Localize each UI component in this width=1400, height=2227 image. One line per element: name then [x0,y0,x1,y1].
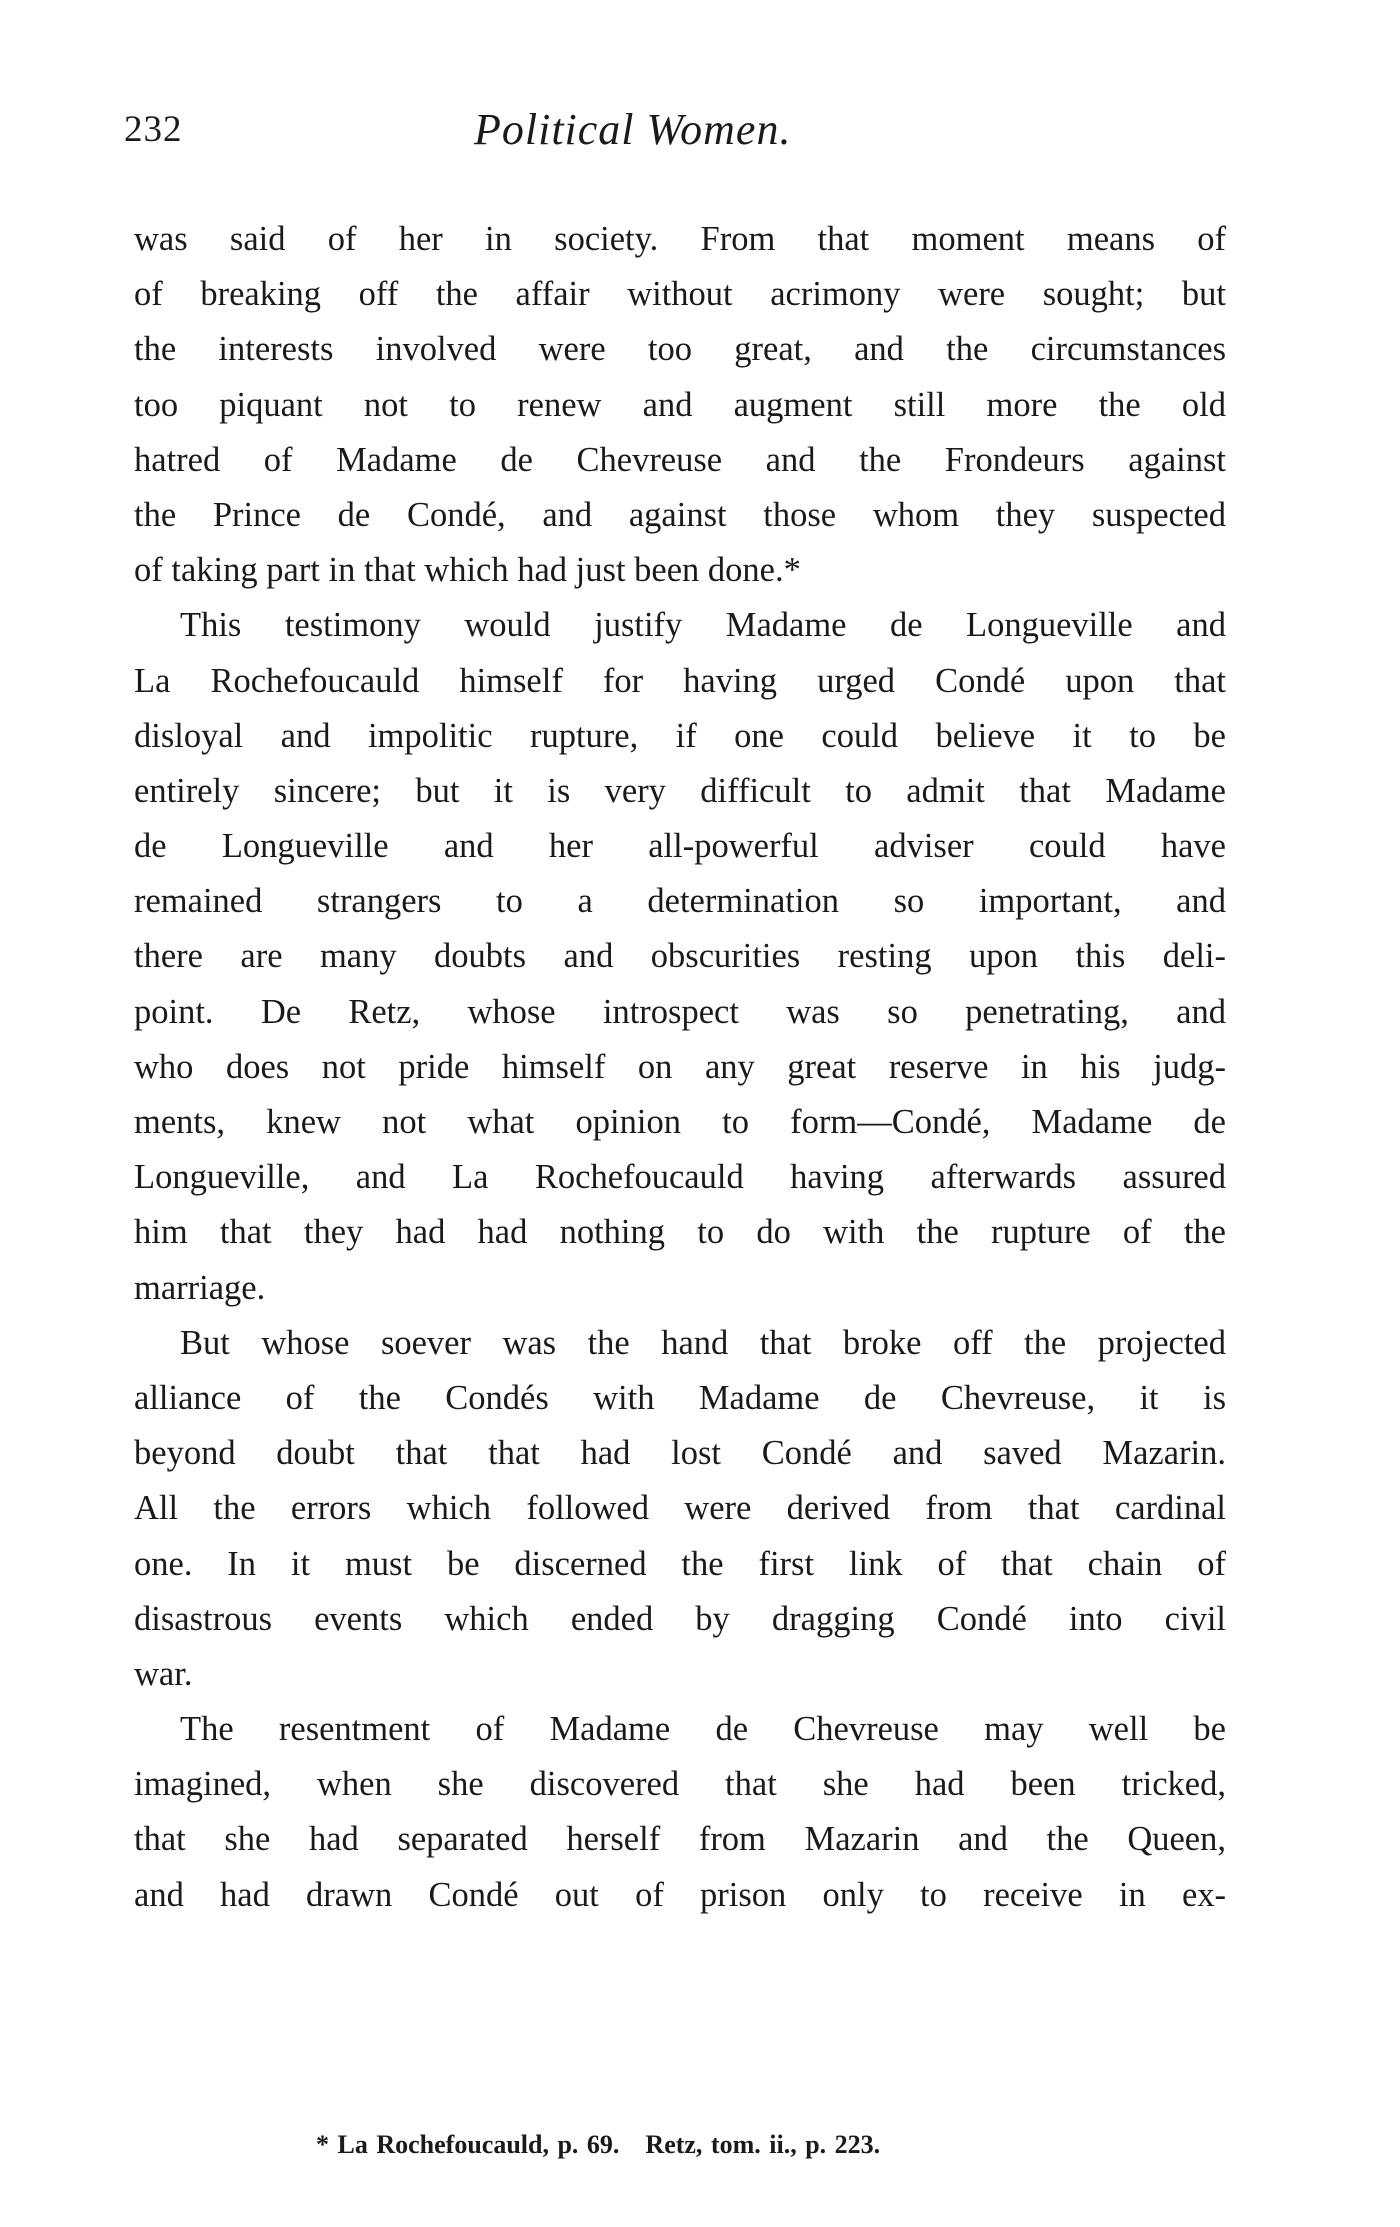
text-line: The resentment of Madame de Chevreuse may well be [180,1710,1226,1749]
text-line: ments, knew not what opinion to form—Condé, Madame de [134,1103,1226,1141]
text-line: remained strangers to a determination so important, and [134,882,1226,921]
text-line: La Rochefoucauld himself for having urged Condé upon that [134,661,1226,700]
page-header [124,105,1224,168]
text-line: All the errors which followed were derived from that cardinal [134,1489,1226,1528]
text-line: too piquant not to renew and augment still more the old [134,385,1226,424]
text-line: war. [134,1654,193,1693]
text-line: point. De Retz, whose introspect was so penetrating, and [134,992,1226,1031]
text-line: disloyal and impolitic rupture, if one could believe it to be [134,716,1226,755]
text-line: But whose soever was the hand that broke off the projected [180,1323,1226,1362]
text-line: This testimony would justify Madame de Longueville and [180,606,1226,645]
text-line: the interests involved were too great, and the circumstances [134,330,1226,369]
text-line: entirely sincere; but it is very difficult to admit that Madame [134,771,1226,810]
text-line: the Prince de Condé, and against those whom they suspected [134,495,1226,534]
text-line: that she had separated herself from Mazarin and the Queen, [134,1820,1226,1859]
text-line: Longueville, and La Rochefoucauld having afterwards assured [134,1158,1226,1197]
text-line: disastrous events which ended by dragging Condé into civil [134,1599,1226,1638]
text-line: hatred of Madame de Chevreuse and the Frondeurs against [134,440,1226,479]
text-line: of taking part in that which had just been done.* [134,551,801,590]
text-line: was said of her in society. From that moment means of [134,220,1226,258]
text-line: de Longueville and her all-powerful adviser could have [134,827,1226,866]
text-line: of breaking off the affair without acrimony were sought; but [134,275,1226,314]
running-title: Political Women. [474,105,792,154]
text-line: there are many doubts and obscurities resting upon this deli- [134,937,1226,976]
footnote-citation-retz: Retz, tom. ii., p. 223. [645,2130,881,2159]
body-text [134,212,1226,1923]
text-line: alliance of the Condés with Madame de Chevreuse, it is [134,1378,1226,1417]
text-line: and had drawn Condé out of prison only to receive in ex- [134,1875,1226,1914]
text-line: beyond doubt that that had lost Condé and saved Mazarin. [134,1434,1226,1473]
text-line: marriage. [134,1268,266,1307]
text-line: who does not pride himself on any great reserve in his judg- [134,1047,1226,1086]
footnote [316,2130,880,2160]
text-line: him that they had had nothing to do with the rupture of the [134,1213,1226,1252]
text-line: imagined, when she discovered that she had been tricked, [134,1765,1226,1804]
footnote-citation-rochefoucauld: * La Rochefoucauld, p. 69. [316,2130,620,2159]
page-number: 232 [124,109,183,150]
text-line: one. In it must be discerned the first link of that chain of [134,1544,1226,1583]
